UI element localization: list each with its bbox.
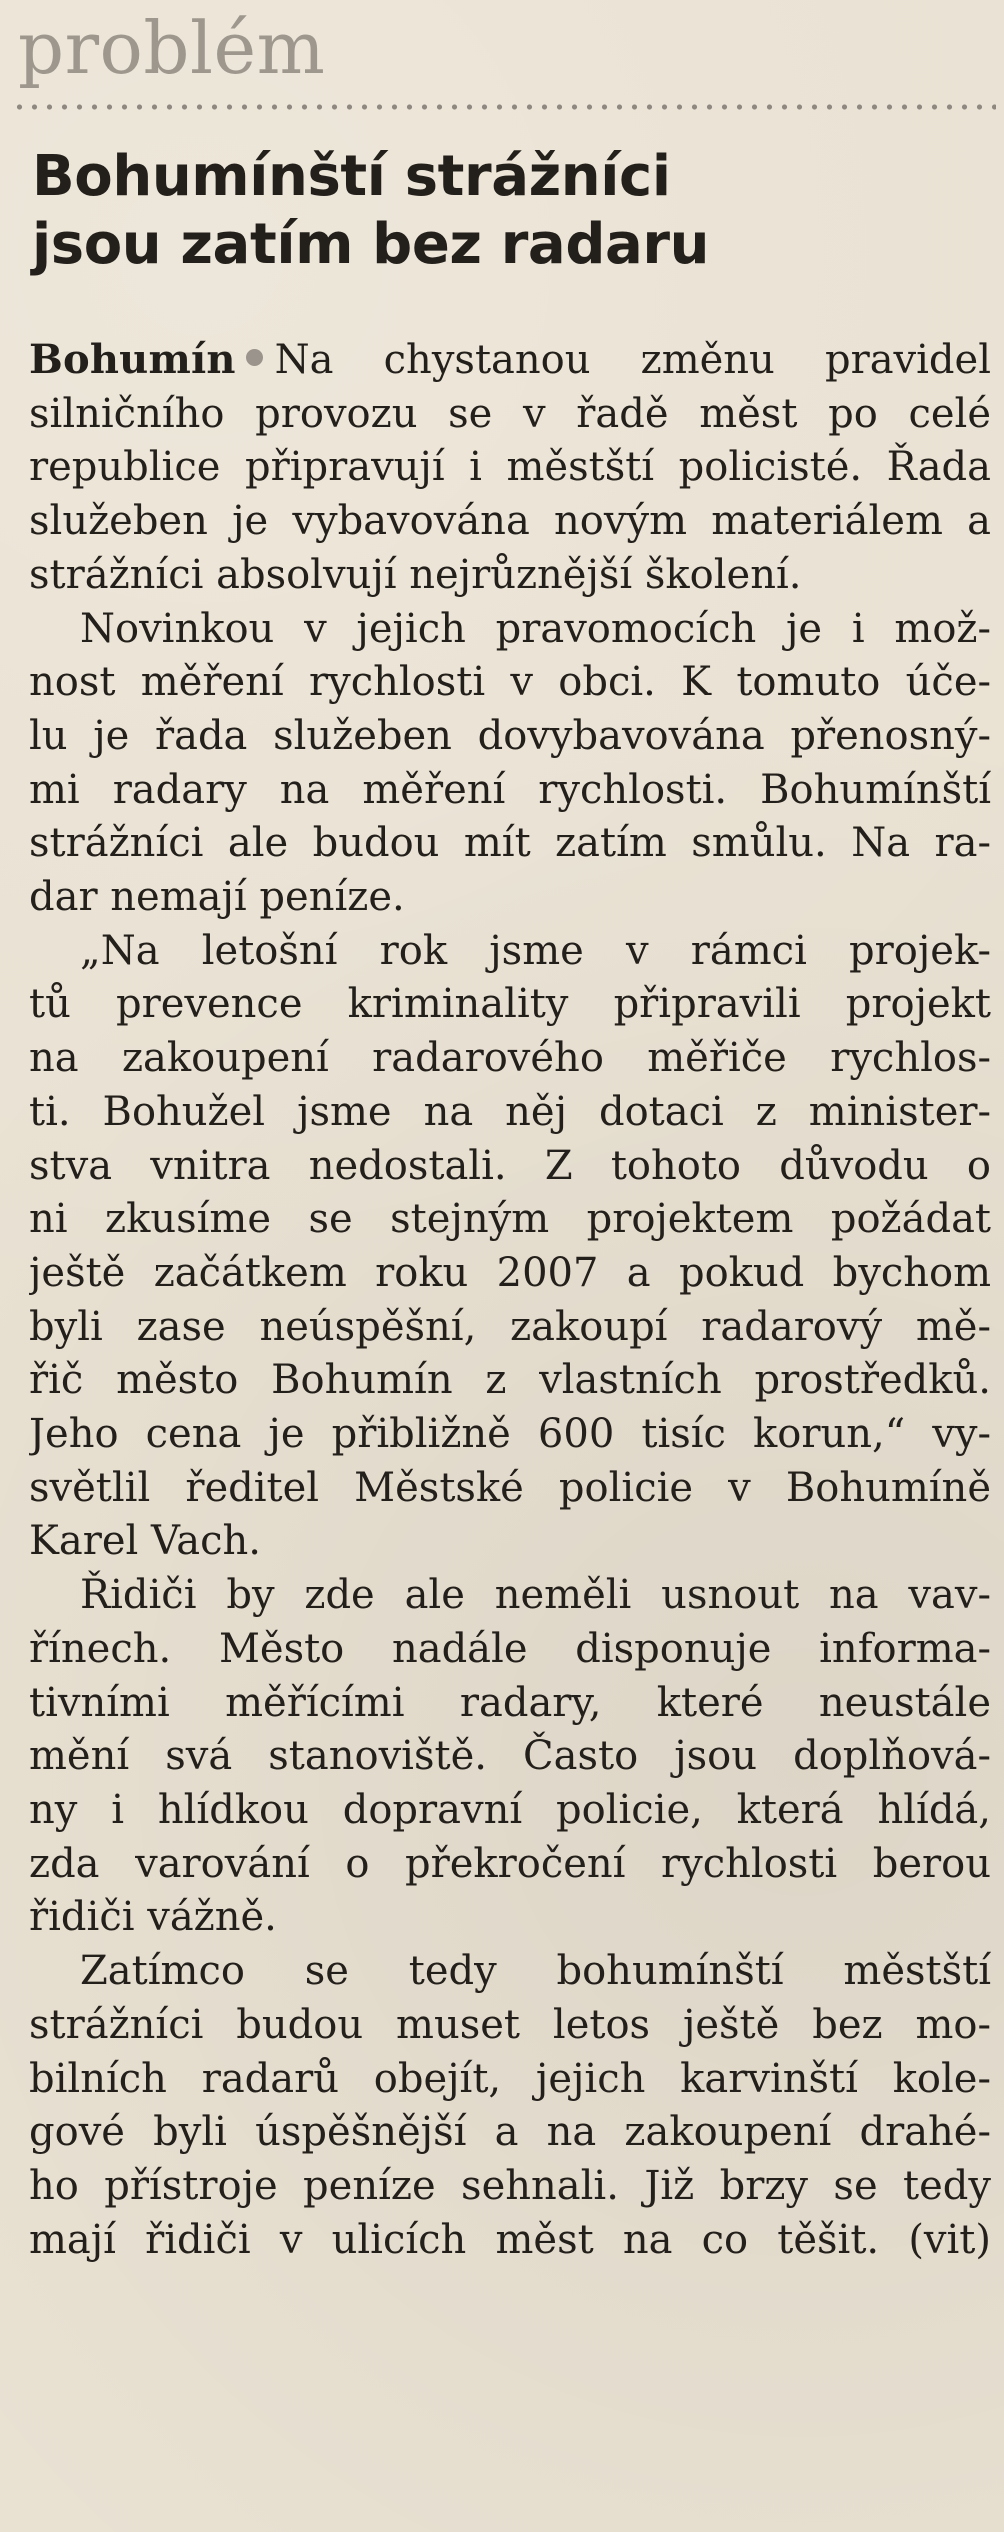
paragraph-3-line-8: byli zase neúspěšní, zakoupí radarový mě- (29, 1303, 991, 1350)
paragraph-4-line-6: zda varování o překročení rychlosti berou (29, 1840, 991, 1887)
paragraph-3 (29, 925, 991, 1569)
paragraph-1-line-4: služeben je vybavována novým materiálem a (29, 498, 991, 545)
paragraph-4 (29, 1569, 991, 1945)
paragraph-4-line-4: mění svá stanoviště. Často jsou doplňová- (29, 1733, 991, 1780)
dateline: Bohumín (29, 336, 236, 383)
bullet-dot-icon (246, 349, 263, 366)
paragraph-2-line-4: mi radary na měření rychlosti. Bohumínští (29, 766, 991, 813)
paragraph-1 (29, 333, 991, 603)
paragraph-1-line-1-text: Na chystanou změnu pravidel (274, 337, 991, 383)
paragraph-3-line-10: Jeho cena je přibližně 600 tisíc korun,“ vy- (29, 1411, 991, 1458)
dotted-rule-divider (12, 103, 996, 111)
paragraph-4-line-2: řínech. Město nadále disponuje informa- (29, 1625, 991, 1672)
headline-line-2: jsou zatím bez radaru (32, 212, 710, 277)
paragraph-3-line-7: ještě začátkem roku 2007 a pokud bychom (29, 1249, 991, 1296)
paragraph-2-line-3: lu je řada služeben dovybavována přenosný- (29, 712, 991, 759)
paragraph-2-line-2: nost měření rychlosti v obci. K tomuto úče- (29, 659, 991, 706)
paragraph-4-line-1: Řidiči by zde ale neměli usnout na vav- (80, 1572, 991, 1619)
section-label: problém (18, 6, 326, 90)
paragraph-4-line-5: ny i hlídkou dopravní policie, která hlídá, (29, 1786, 991, 1833)
paragraph-3-line-2: tů prevence kriminality připravili projekt (29, 981, 991, 1028)
paragraph-5-line-5: ho přístroje peníze sehnali. Již brzy se tedy (29, 2162, 991, 2209)
paragraph-3-line-3: na zakoupení radarového měřiče rychlos- (29, 1035, 991, 1082)
paragraph-3-line-4: ti. Bohužel jsme na něj dotaci z minister- (29, 1088, 991, 1135)
paragraph-2-line-1: Novinkou v jejich pravomocích je i mož- (80, 605, 991, 652)
paragraph-3-line-6: ni zkusíme se stejným projektem požádat (29, 1196, 991, 1243)
paragraph-1-line-1 (29, 333, 991, 388)
paragraph-5-line-2: strážníci budou muset letos ještě bez mo- (29, 2001, 991, 2048)
headline (32, 143, 972, 279)
paragraph-5-line-4: gové byli úspěšnější a na zakoupení drahé- (29, 2109, 991, 2156)
paragraph-5-line-1: Zatímco se tedy bohumínští městští (80, 1948, 991, 1995)
paragraph-5 (29, 1945, 991, 2267)
paragraph-3-line-5: stva vnitra nedostali. Z tohoto důvodu o (29, 1142, 991, 1189)
paragraph-2-line-5: strážníci ale budou mít zatím smůlu. Na ra- (29, 820, 991, 867)
paragraph-3-line-1: „Na letošní rok jsme v rámci projek- (80, 927, 991, 974)
paragraph-4-line-3: tivními měřícími radary, které neustále (29, 1679, 991, 1726)
headline-line-1: Bohumínští strážníci (32, 144, 671, 209)
paragraph-3-line-9: řič město Bohumín z vlastních prostředků. (29, 1357, 991, 1404)
paragraph-3-line-11: světlil ředitel Městské policie v Bohumíně (29, 1464, 991, 1511)
paragraph-2 (29, 603, 991, 925)
paragraph-1-line-3: republice připravují i městští policisté. Řada (29, 444, 991, 491)
article-body (29, 333, 991, 2267)
paragraph-2-line-6: dar nemají peníze. (29, 874, 405, 921)
paragraph-1-line-5: strážníci absolvují nejrůznější školení. (29, 551, 802, 598)
paragraph-1-line-2: silničního provozu se v řadě měst po celé (29, 390, 991, 437)
paragraph-5-line-3: bilních radarů obejít, jejich karvinští kole- (29, 2055, 991, 2102)
paragraph-3-line-12: Karel Vach. (29, 1518, 261, 1565)
paragraph-5-line-6: mají řidiči v ulicích měst na co těšit. (vit) (29, 2216, 991, 2263)
paragraph-4-line-7: řidiči vážně. (29, 1894, 277, 1941)
